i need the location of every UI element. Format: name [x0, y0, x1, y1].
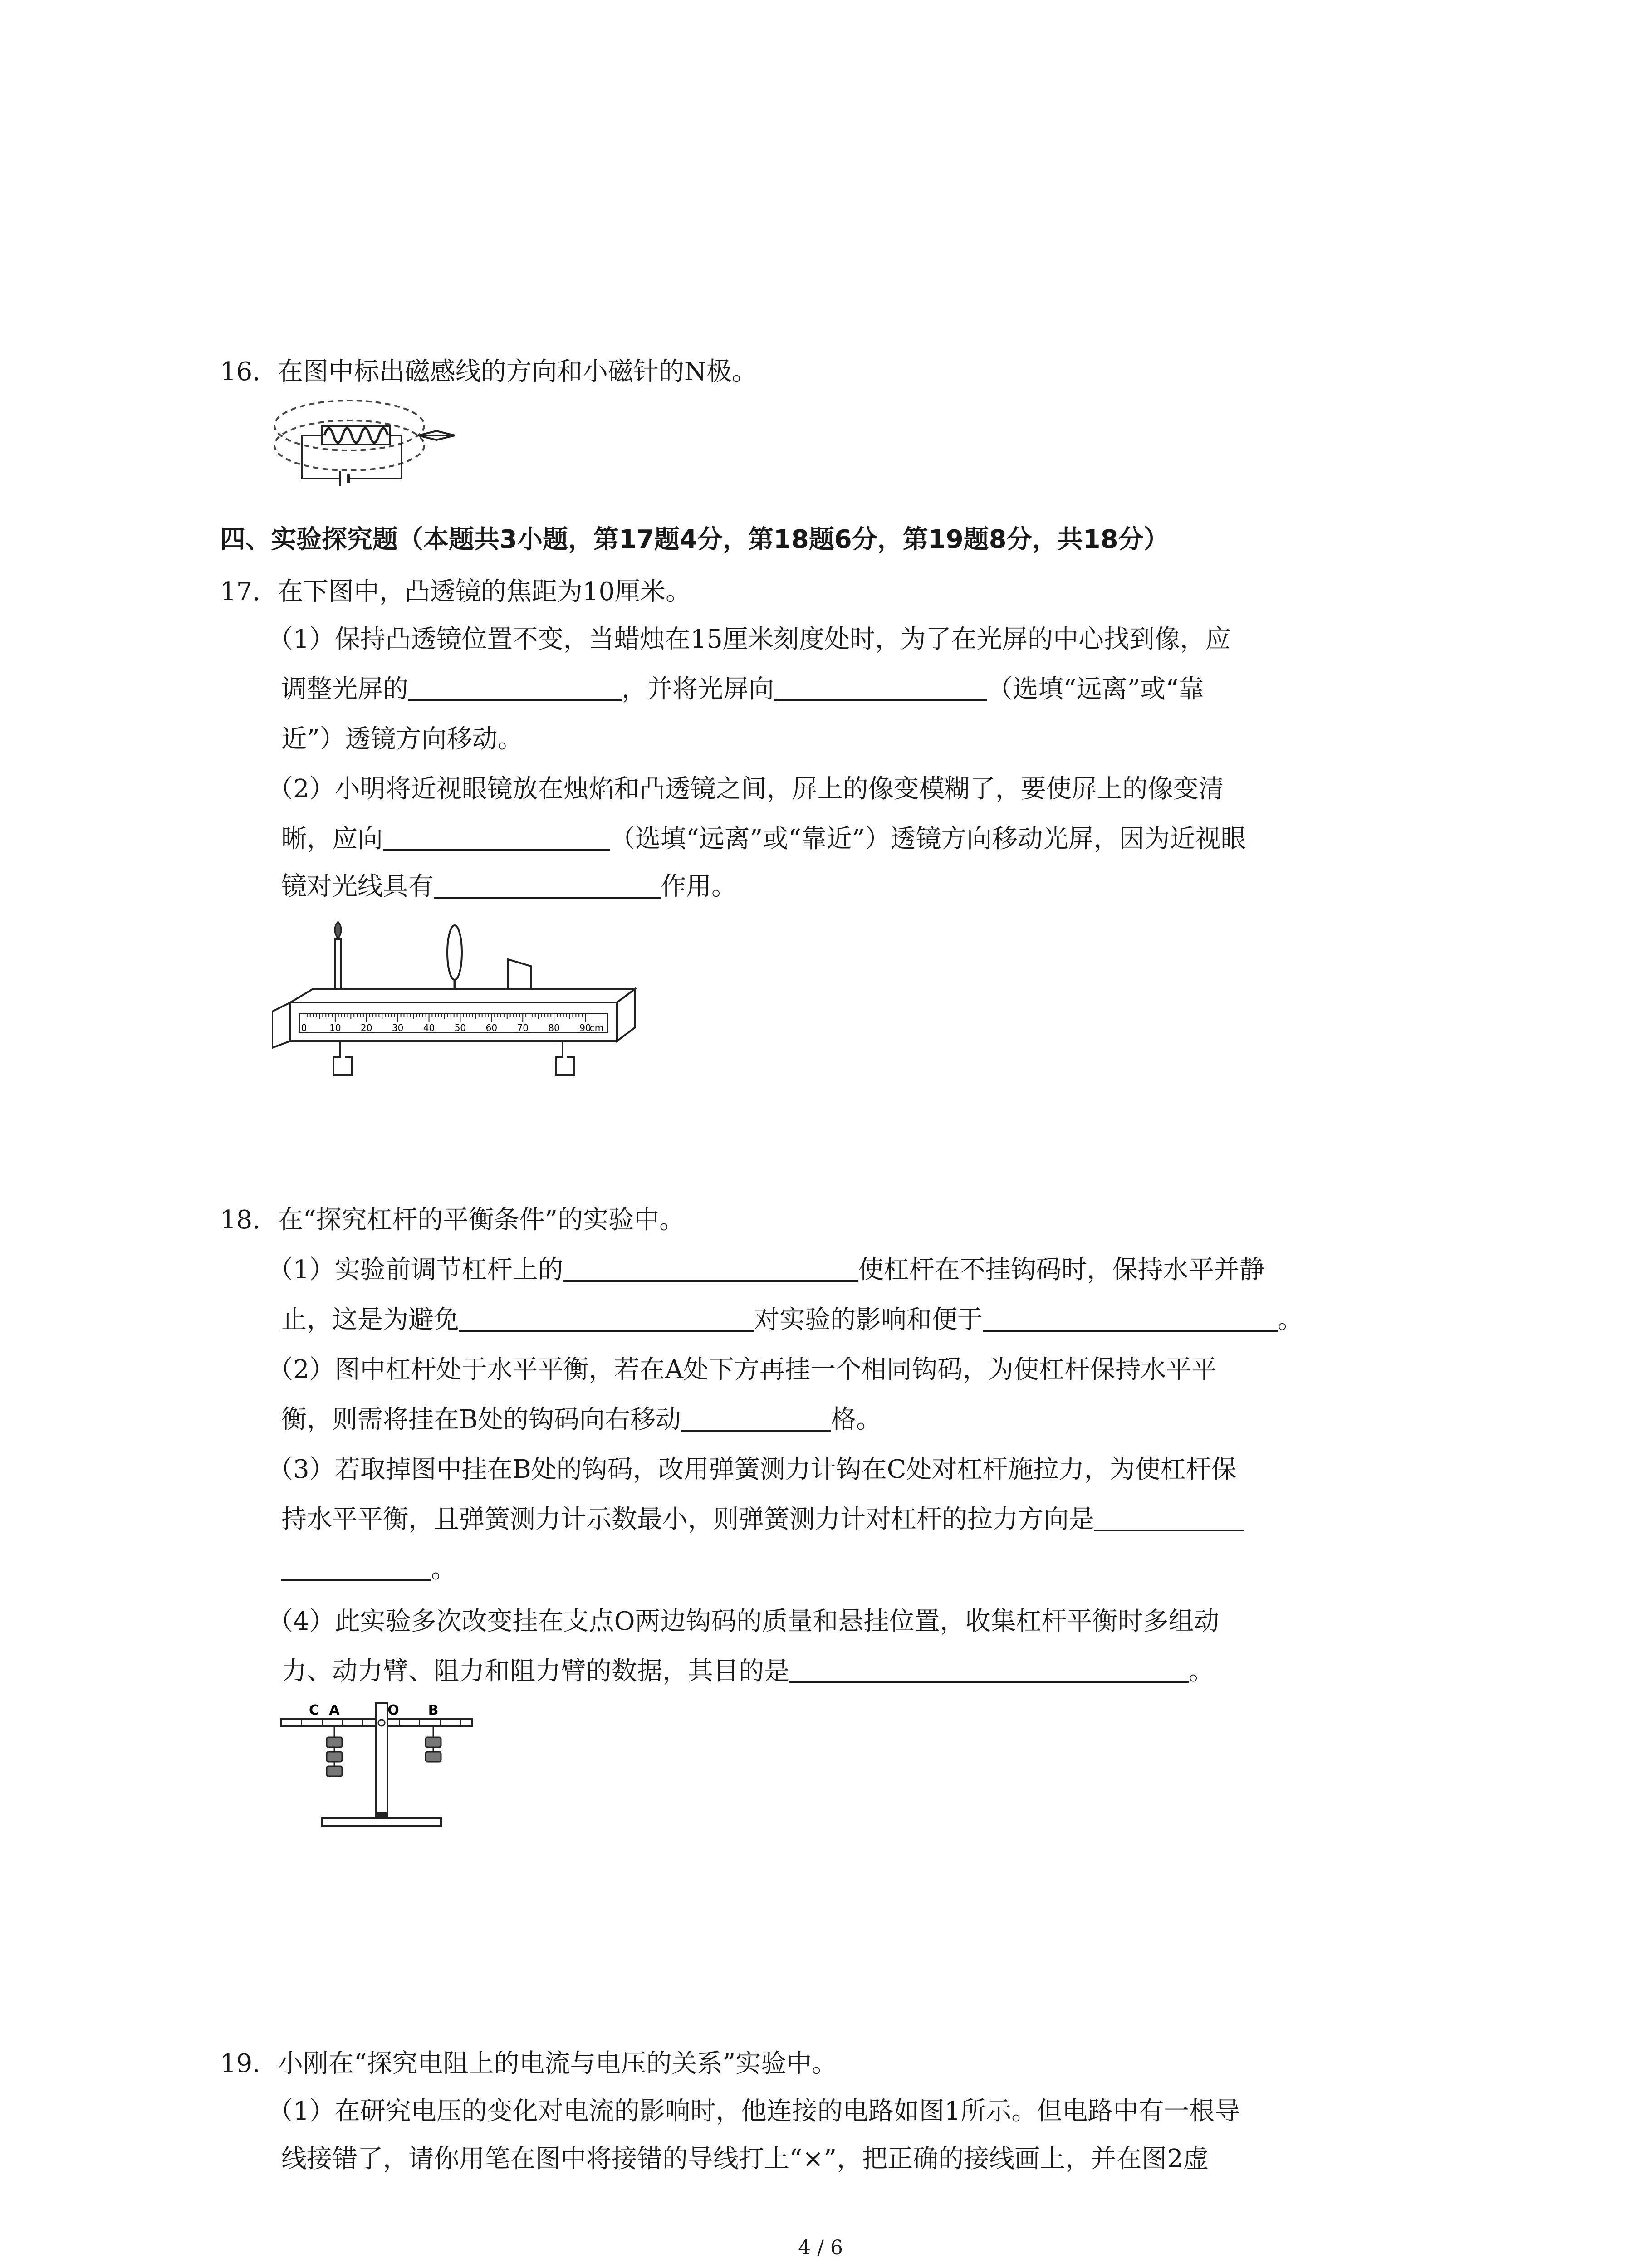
ruler-label: 90	[579, 1022, 591, 1033]
q17-p2-text-a: 晰，应向	[281, 824, 383, 854]
q18-stem-line	[220, 1202, 685, 1238]
lever-label-b: B	[428, 1702, 439, 1718]
q17-stem: 在下图中，凸透镜的焦距为10厘米。	[277, 577, 691, 606]
q18-p1-text-a: （1）实验前调节杠杆上的	[268, 1255, 563, 1285]
q18-lever-figure	[277, 1696, 481, 1842]
q18-p2-text-a: 衡，则需将挂在B处的钩码向右移动	[281, 1405, 681, 1434]
weight-b-2	[426, 1752, 441, 1762]
q18-p1-text-b: 使杠杆在不挂钩码时，保持水平并静	[858, 1255, 1265, 1285]
weight-b-1	[426, 1737, 441, 1747]
lever-label-a: A	[329, 1702, 340, 1718]
weight-a-1	[327, 1737, 342, 1747]
q18-p4-line2	[281, 1653, 1214, 1690]
lever-label-c: C	[309, 1702, 319, 1718]
q19-stem-line	[220, 2046, 837, 2082]
q17-blank-4[interactable]	[434, 870, 661, 899]
q18-p4-line1: （4）此实验多次改变挂在支点O两边钩码的质量和悬挂位置，收集杠杆平衡时多组动	[268, 1607, 1220, 1636]
ruler-label: 50	[454, 1022, 466, 1033]
q18-blank-3[interactable]	[983, 1304, 1278, 1332]
ruler-label: cm	[589, 1022, 604, 1033]
q18-blank-1[interactable]	[563, 1254, 858, 1282]
q17-p1-text-a: 调整光屏的	[281, 675, 408, 704]
ruler-label: 70	[517, 1022, 529, 1033]
q17-blank-2[interactable]	[774, 673, 987, 701]
q18-p1-text-e: 。	[1278, 1305, 1303, 1334]
q17-p1-line1: （1）保持凸透镜位置不变，当蜡烛在15厘米刻度处时，为了在光屏的中心找到像，应	[268, 625, 1231, 654]
q17-p2-line1: （2）小明将近视眼镜放在烛焰和凸透镜之间，屏上的像变模糊了，要使屏上的像变清	[268, 774, 1224, 804]
q18-p3-line3	[281, 1551, 456, 1588]
q17-p2-line2	[281, 821, 1246, 857]
q17-p1-text-c: （选填“远离”或“靠	[987, 675, 1204, 704]
q18-p2-line2	[281, 1402, 882, 1438]
q18-blank-5b[interactable]	[281, 1553, 431, 1581]
q17-p1-line3: 近”）透镜方向移动。	[281, 724, 523, 754]
q17-optical-bench-figure	[272, 921, 644, 1093]
ruler-label: 80	[548, 1022, 560, 1033]
q18-p3-line1: （3）若取掉图中挂在B处的钩码，改用弹簧测力计钩在C处对杠杆施拉力，为使杠杆保	[268, 1455, 1237, 1484]
q17-p1-line2	[281, 671, 1204, 708]
q18-p1-text-d: 对实验的影响和便于	[754, 1305, 983, 1334]
q16-number: 16.	[220, 357, 261, 386]
q16-line	[220, 354, 757, 390]
q18-blank-5a[interactable]	[1094, 1503, 1244, 1531]
q18-blank-2[interactable]	[459, 1304, 754, 1332]
lever-label-o: O	[387, 1702, 399, 1718]
ruler-label: 0	[301, 1022, 307, 1033]
q19-stem: 小刚在“探究电阻上的电流与电压的关系”实验中。	[277, 2049, 838, 2078]
q18-stem: 在“探究杠杆的平衡条件”的实验中。	[277, 1205, 685, 1235]
weight-a-2	[327, 1752, 342, 1762]
q18-p3-text-a: 持水平平衡，且弹簧测力计示数最小，则弹簧测力计对杠杆的拉力方向是	[281, 1505, 1094, 1534]
flame-icon	[335, 922, 341, 939]
q18-p3-text-b: 。	[431, 1554, 456, 1584]
q17-p2-text-c: 镜对光线具有	[281, 872, 434, 901]
q17-p2-line3	[281, 869, 737, 905]
q19-p1-line1: （1）在研究电压的变化对电流的影响时，他连接的电路如图1所示。但电路中有一根导	[268, 2097, 1240, 2126]
page-number: 4 / 6	[798, 2236, 843, 2259]
q17-p2-text-d: 作用。	[661, 872, 737, 901]
ruler-label: 30	[392, 1022, 404, 1033]
q17-p2-text-b: （选填“远离”或“靠近”）透镜方向移动光屏，因为近视眼	[610, 824, 1246, 854]
q18-blank-6[interactable]	[789, 1655, 1189, 1683]
q18-blank-4[interactable]	[681, 1403, 831, 1432]
q17-blank-3[interactable]	[383, 823, 610, 851]
q18-p3-line2	[281, 1501, 1244, 1538]
q18-p1-text-c: 止，这是为避免	[281, 1305, 459, 1334]
q19-p1-line2: 线接错了，请你用笔在图中将接错的导线打上“×”，把正确的接线画上，并在图2虚	[281, 2144, 1209, 2174]
q18-number: 18.	[220, 1205, 261, 1235]
q19-number: 19.	[220, 2049, 261, 2078]
weight-a-3	[327, 1766, 342, 1776]
q16-text: 在图中标出磁感线的方向和小磁针的N极。	[277, 357, 757, 386]
q18-p1-line2	[281, 1302, 1303, 1338]
section-4-title: 四、实验探究题（本题共3小题，第17题4分，第18题6分，第19题8分，共18分）	[220, 525, 1169, 554]
q17-stem-line	[220, 574, 691, 610]
q18-p4-text-a: 力、动力臂、阻力和阻力臂的数据，其目的是	[281, 1657, 789, 1686]
ruler-label: 60	[485, 1022, 498, 1033]
ruler-label: 40	[423, 1022, 435, 1033]
q18-p4-text-b: 。	[1189, 1657, 1214, 1686]
q18-p2-line1: （2）图中杠杆处于水平平衡，若在A处下方再挂一个相同钩码，为使杠杆保持水平平	[268, 1355, 1217, 1384]
ruler-label: 20	[361, 1022, 372, 1033]
ruler-label: 10	[329, 1022, 341, 1033]
q17-number: 17.	[220, 577, 261, 606]
q16-solenoid-figure	[272, 395, 472, 499]
q18-p2-text-b: 格。	[831, 1405, 882, 1434]
q17-p1-text-b: ，并将光屏向	[622, 675, 774, 704]
q18-p1-line1	[268, 1252, 1265, 1288]
q17-blank-1[interactable]	[408, 673, 622, 701]
